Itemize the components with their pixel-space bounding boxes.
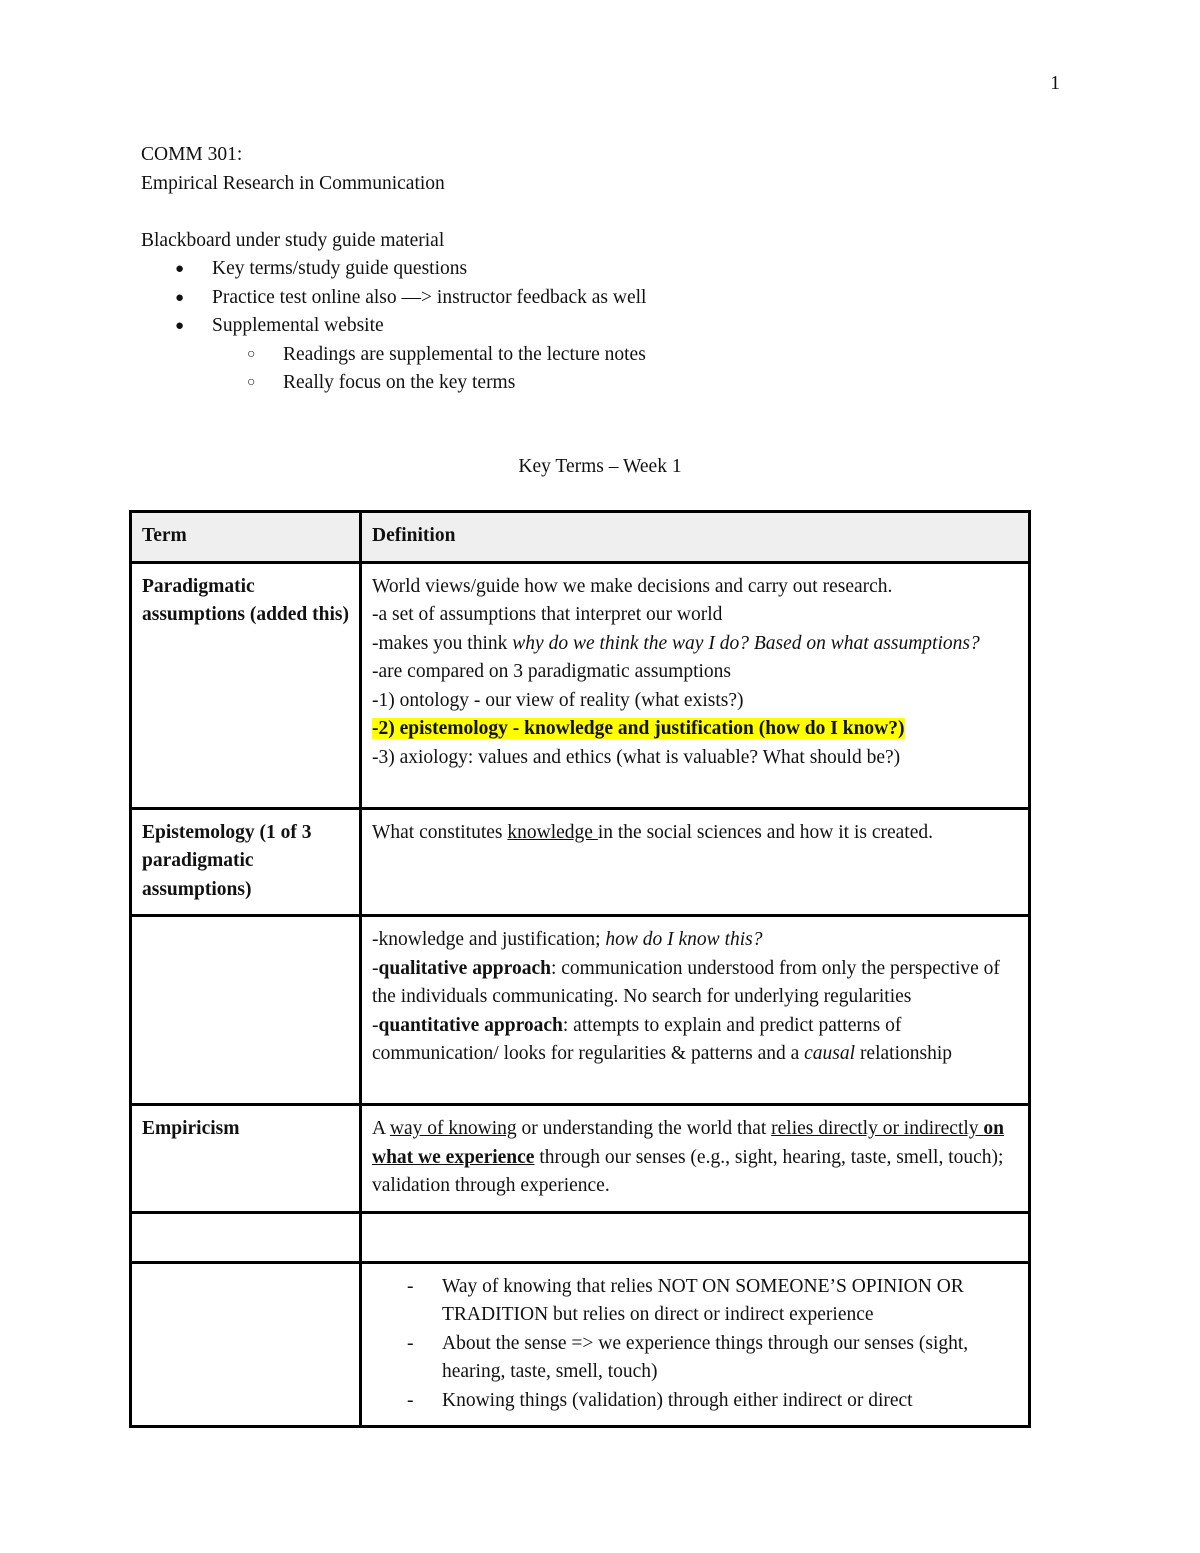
intro-line: Blackboard under study guide material: [141, 229, 445, 251]
term-cell: [131, 808, 361, 916]
definition-line: -are compared on 3 paradigmatic assumptions: [372, 661, 732, 682]
highlighted-line: [372, 715, 1018, 744]
definition-line: -3) axiology: values and ethics (what is valuable? What should be?): [372, 746, 901, 768]
list-item: ● Key terms/study guide questions: [141, 255, 1041, 284]
term-text: Epistemology (1 of 3 paradigmatic assumptions): [142, 821, 312, 900]
underlined-bold-phrase: on what we experience: [372, 1118, 1005, 1168]
definition-text: A: [372, 1118, 390, 1139]
list-item: ● Practice test online also —> instructor feedback as well: [141, 284, 1041, 313]
definition-cell: [361, 1105, 1030, 1213]
list-item: - Knowing things (validation) through either indirect or direct: [372, 1387, 1018, 1416]
course-title: Empirical Research in Communication: [141, 172, 445, 194]
italic-word: causal: [804, 1043, 856, 1064]
bullet-list: [141, 255, 1041, 341]
bold-term: quantitative approach: [378, 1014, 563, 1036]
definition-line: [372, 926, 1018, 955]
table-header-row: [131, 512, 1030, 563]
course-code: COMM 301:: [141, 144, 243, 165]
definition-cell: [361, 562, 1030, 808]
spacer: [141, 198, 1041, 227]
list-item: - About the sense => we experience things through our senses (sight, hearing, taste, smell, touch): [372, 1330, 1018, 1387]
dash-list: [372, 1273, 1018, 1416]
term-cell: [131, 1212, 361, 1262]
definition-cell: [361, 1262, 1030, 1427]
table-row: [131, 1262, 1030, 1427]
italic-question: how do I know this?: [605, 929, 763, 950]
table-row: [131, 916, 1030, 1105]
section-heading: Key Terms – Week 1: [518, 456, 682, 477]
underlined-phrase: relies directly or indirectly: [771, 1118, 984, 1139]
key-terms-table: [129, 510, 1031, 1428]
term-cell: [131, 1105, 361, 1213]
list-item: ○ Readings are supplemental to the lecture notes: [141, 341, 1041, 370]
definition-text: What constitutes: [372, 821, 508, 843]
definition-text: or understanding the world that: [516, 1118, 772, 1139]
italic-question: why do we think the way I do? Based on what assumptions?: [512, 632, 980, 654]
definition-text: : communication understood from only the perspective of the individuals communicating. No search for underlying regularities: [372, 957, 1000, 1007]
term-text: Empiricism: [142, 1118, 240, 1139]
definition-line: [372, 1012, 1018, 1069]
definition-line: World views/guide how we make decisions and carry out research.: [372, 575, 893, 597]
definition-line: -a set of assumptions that interpret our world: [372, 604, 723, 625]
highlight-text: -2) epistemology - knowledge and justification (how do I know?): [372, 718, 905, 739]
definition-text: -makes you think: [372, 632, 513, 654]
column-header-definition: Definition: [361, 512, 1030, 563]
table-row: [131, 808, 1030, 916]
list-item: ● Supplemental website: [141, 312, 1041, 341]
table-row: [131, 562, 1030, 808]
definition-line: [372, 955, 1018, 1012]
underlined-term: knowledge: [507, 821, 598, 843]
term-cell: [131, 1262, 361, 1427]
underlined-phrase: way of knowing: [389, 1118, 517, 1139]
list-item: - Way of knowing that relies NOT ON SOMEONE’S OPINION OR TRADITION but relies on direct or indirect experience: [372, 1273, 1018, 1330]
definition-cell: [361, 808, 1030, 916]
table-row: [131, 1105, 1030, 1213]
list-item: ○ Really focus on the key terms: [141, 369, 1041, 398]
term-text: Paradigmatic assumptions (added this): [142, 575, 349, 625]
table-row-empty: [131, 1212, 1030, 1262]
dash: -: [372, 1014, 379, 1036]
definition-line: [372, 630, 1018, 659]
definition-line: -1) ontology - our view of reality (what exists?): [372, 689, 744, 711]
definition-cell: [361, 1212, 1030, 1262]
definition-text: -knowledge and justification;: [372, 929, 606, 950]
column-header-term: Term: [131, 512, 361, 563]
definition-text: relationship: [855, 1043, 953, 1064]
dash: -: [372, 957, 379, 979]
page-number: 1: [1050, 73, 1060, 94]
definition-text: : attempts to explain and predict patterns of communication/ looks for regularities & patterns and a: [372, 1014, 902, 1064]
term-cell: [131, 562, 361, 808]
sub-bullet-list: [141, 341, 1041, 398]
definition-text: through our senses (e.g., sight, hearing, taste, smell, touch); validation through experience.: [372, 1146, 1004, 1196]
document-header: [141, 141, 1041, 398]
definition-text: in the social sciences and how it is created.: [597, 821, 934, 843]
term-cell: [131, 916, 361, 1105]
definition-cell: [361, 916, 1030, 1105]
bold-term: qualitative approach: [378, 957, 551, 979]
